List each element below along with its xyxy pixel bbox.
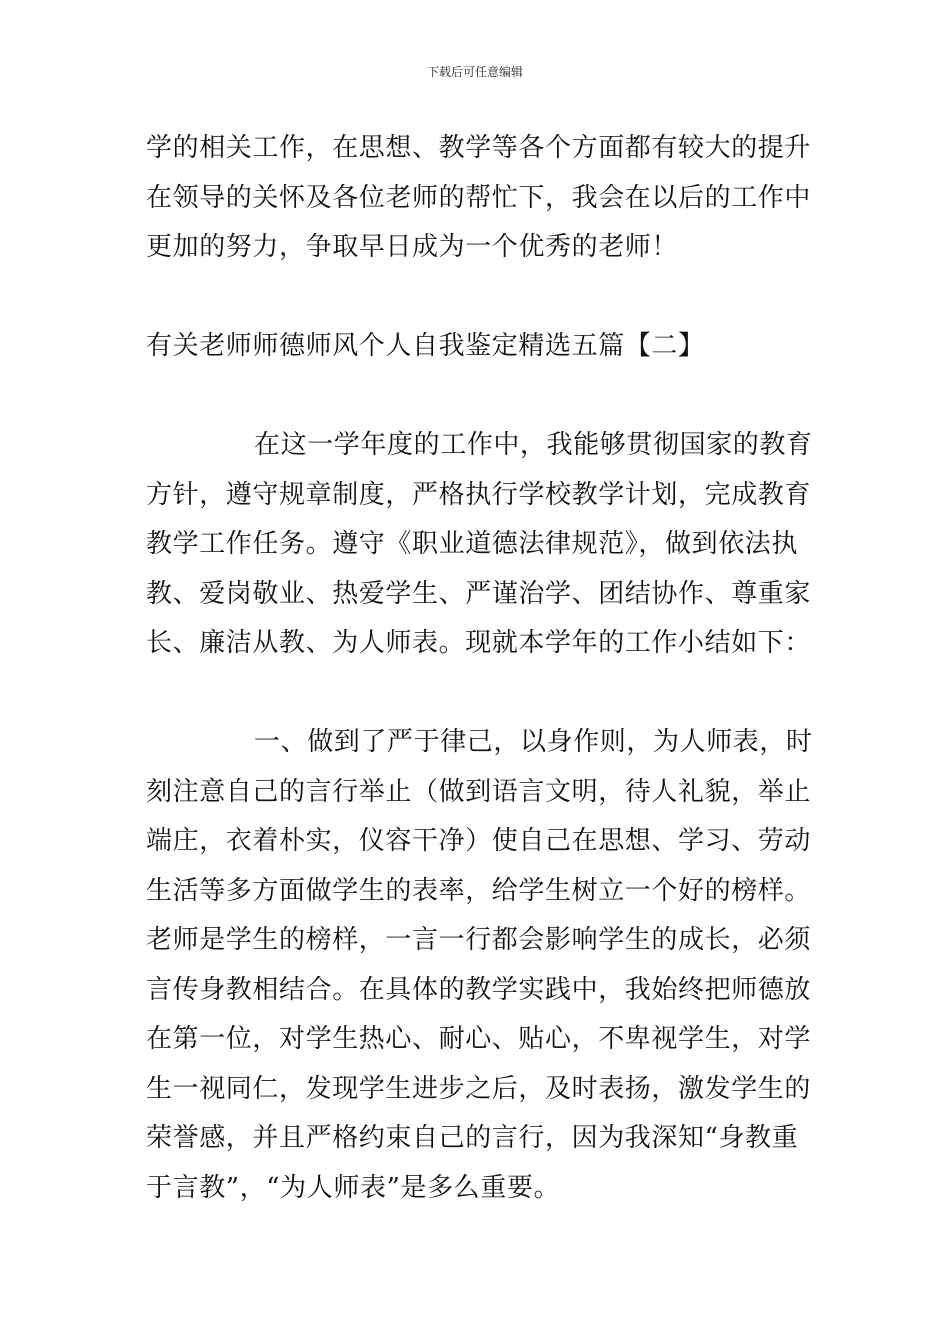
page-header: 下载后可任意编辑 — [426, 65, 523, 79]
paragraph-2 — [146, 718, 811, 1213]
text-line: 在第一位，对学生热心、耐心、贴心，不卑视学生，对学 — [146, 1024, 812, 1054]
paragraph-1 — [146, 421, 811, 669]
intro-paragraph — [146, 124, 811, 273]
text-line: 教、爱岗敬业、热爱学生、严谨治学、团结协作、尊重家 — [146, 578, 812, 609]
text-line: 在这一学年度的工作中，我能够贯彻国家的教育 — [254, 430, 813, 460]
text-line: 言传身教相结合。在具体的教学实践中，我始终把师德放 — [146, 974, 812, 1005]
text-line: 荣誉感，并且严格约束自己的言行，因为我深知“身教重 — [146, 1123, 799, 1153]
text-line: 教学工作任务。遵守《职业道德法律规范》，做到依法执 — [146, 529, 799, 559]
text-line: 老师是学生的榜样，一言一行都会影响学生的成长，必须 — [146, 925, 812, 955]
text-line: 刻注意自己的言行举止（做到语言文明，待人礼貌，举止 — [146, 776, 812, 807]
text-line: 端庄，衣着朴实，仪容干净）使自己在思想、学习、劳动 — [146, 826, 812, 856]
text-line: 生一视同仁，发现学生进步之后，及时表扬，激发学生的 — [146, 1073, 812, 1104]
paragraph-gap — [146, 273, 811, 323]
text-line: 一、做到了严于律己，以身作则，为人师表，时 — [254, 727, 813, 757]
text-line: 生活等多方面做学生的表率，给学生树立一个好的榜样。 — [146, 875, 812, 906]
text-line: 学的相关工作，在思想、教学等各个方面都有较大的提升 — [146, 133, 812, 163]
paragraph-gap — [146, 669, 811, 719]
text-line: 在领导的关怀及各位老师的帮忙下，我会在以后的工作中 — [146, 182, 812, 213]
text-line: 长、廉洁从教、为人师表。现就本学年的工作小结如下： — [146, 628, 812, 658]
document-body — [146, 124, 811, 1213]
text-line: 方针，遵守规章制度，严格执行学校教学计划，完成教育 — [146, 479, 812, 510]
section-title: 有关老师师德师风个人自我鉴定精选五篇【二】 — [146, 331, 705, 361]
text-line: 更加的努力，争取早日成为一个优秀的老师！ — [146, 232, 679, 262]
paragraph-gap — [146, 372, 811, 422]
text-line: 于言教”，“为人师表”是多么重要。 — [146, 1172, 561, 1203]
